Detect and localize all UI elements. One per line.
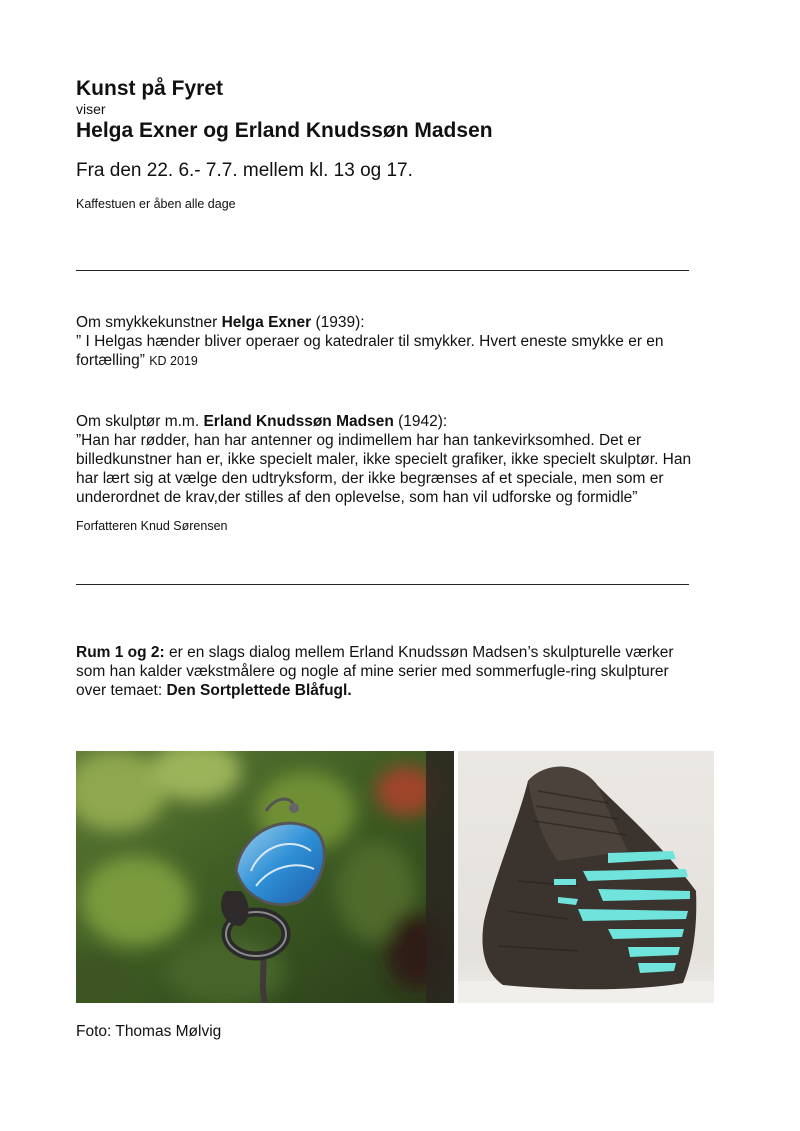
rooms-label: Rum 1 og 2: — [76, 644, 165, 661]
helga-quote-source: KD 2019 — [149, 354, 198, 368]
exhibition-dates: Fra den 22. 6.- 7.7. mellem kl. 13 og 17. — [76, 160, 413, 181]
divider-bottom — [76, 584, 689, 585]
divider-top — [76, 270, 689, 271]
artists-heading: Helga Exner og Erland Knudssøn Madsen — [76, 119, 493, 142]
wood-sculpture-photo — [458, 751, 714, 1003]
erland-quote-line-3: har lært sig at vælge den udtryksform, der ikke begrænses af et speciale, men som er — [76, 470, 664, 487]
shows-label: viser — [76, 101, 106, 117]
erland-quote-line-4: underordnet de krav,der stilles af den oplevelse, som han vil udforske og formidle” — [76, 489, 638, 506]
erland-quote-line-2: billedkunstner han er, ikke specielt maler, ikke specielt grafiker, ikke specielt skulptør. Han — [76, 451, 692, 468]
rooms-line-2: som han kalder vækstmålere og nogle af mine serier med sommerfugle-ring skulpturer — [76, 663, 669, 680]
erland-name: Erland Knudssøn Madsen — [203, 413, 394, 430]
helga-intro: Om smykkekunstner Helga Exner (1939): — [76, 314, 365, 331]
quote-author: Forfatteren Knud Sørensen — [76, 519, 228, 533]
erland-quote-line-1: ”Han har rødder, han har antenner og indimellem har han tankevirksomhed. Det er — [76, 432, 642, 449]
page-title: Kunst på Fyret — [76, 77, 224, 100]
helga-quote-line-2: fortælling” KD 2019 — [76, 352, 198, 369]
rooms-line-1: Rum 1 og 2: er en slags dialog mellem Erland Knudssøn Madsen’s skulpturelle værker — [76, 644, 674, 661]
helga-name: Helga Exner — [221, 314, 312, 331]
butterfly-ring-photo — [76, 751, 454, 1003]
rooms-line-3: over temaet: Den Sortplettede Blåfugl. — [76, 682, 352, 699]
theme-name: Den Sortplettede Blåfugl. — [166, 682, 352, 699]
erland-intro: Om skulptør m.m. Erland Knudssøn Madsen (1942): — [76, 413, 448, 430]
cafe-note: Kaffestuen er åben alle dage — [76, 197, 236, 211]
photo-credit: Foto: Thomas Mølvig — [76, 1023, 222, 1040]
helga-quote-line-1: ” I Helgas hænder bliver operaer og katedraler til smykker. Hvert eneste smykke er en — [76, 333, 664, 350]
